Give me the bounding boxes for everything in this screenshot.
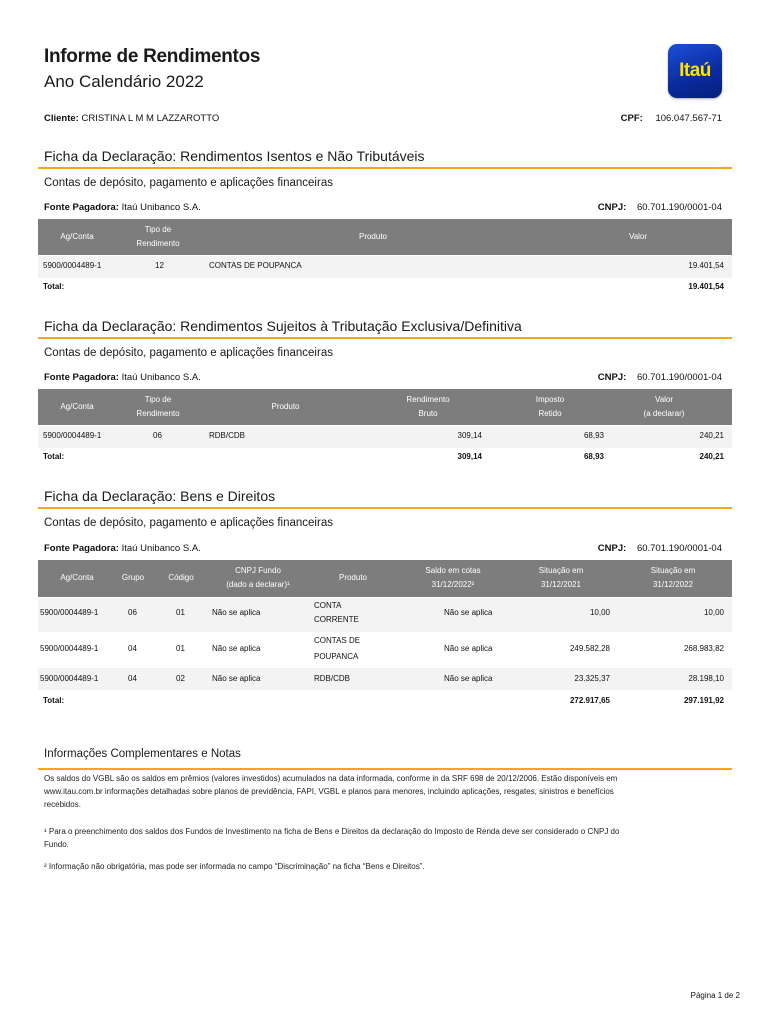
cell-conta: 5900/0004489-1 — [40, 674, 99, 683]
cell-cnpj: Não se aplica — [212, 644, 261, 653]
col-sit2021-l1: Situação em — [538, 566, 584, 575]
cpf-info — [621, 113, 722, 124]
cell-codigo: 01 — [176, 608, 185, 617]
total-valor: 240,21 — [699, 452, 724, 461]
fonte-label: Fonte Pagadora: — [44, 543, 119, 554]
cell-imposto: 68,93 — [583, 431, 604, 440]
col-tipo-l1: Tipo de — [144, 395, 172, 404]
fonte-value: Itaú Unibanco S.A. — [121, 543, 201, 554]
cnpj-label: CNPJ: — [597, 543, 627, 554]
cell-cnpj: Não se aplica — [212, 674, 261, 683]
total-bruto: 309,14 — [457, 452, 482, 461]
cpf-value: 106.047.567-71 — [655, 113, 722, 124]
fonte-value: Itaú Unibanco S.A. — [121, 372, 201, 383]
cell-sit2021: 23.325,37 — [574, 674, 610, 683]
cell-sit2022: 268.983,82 — [683, 644, 724, 653]
total-imposto: 68,93 — [583, 452, 604, 461]
cell-sit2021: 249.582,28 — [569, 644, 610, 653]
cnpj-label: CNPJ: — [597, 372, 627, 383]
section2-fonte — [44, 372, 201, 383]
section1-table-header — [38, 219, 732, 255]
col-codigo: Código — [168, 573, 194, 582]
section2-subheading: Contas de depósito, pagamento e aplicações financeiras — [44, 347, 333, 359]
col-ag-conta: Ag/Conta — [60, 232, 94, 241]
note-line: recebidos. — [44, 800, 81, 809]
total-label: Total: — [43, 282, 65, 291]
cell-tipo: 06 — [153, 431, 162, 440]
col-rendimento-l2: Bruto — [418, 409, 438, 418]
col-grupo: Grupo — [121, 573, 145, 582]
cell-bruto: 309,14 — [457, 431, 482, 440]
col-produto: Produto — [338, 573, 368, 582]
section2-cnpj — [598, 372, 722, 383]
cell-saldo: Não se aplica — [444, 674, 493, 683]
section3-rule — [38, 507, 732, 509]
cell-produto-l2: CORRENTE — [314, 615, 359, 624]
itau-logo — [668, 44, 722, 98]
cell-valor: 19.401,54 — [688, 261, 724, 270]
table-row — [38, 426, 732, 448]
section1-rule — [38, 167, 732, 169]
cell-saldo: Não se aplica — [444, 644, 493, 653]
cell-conta: 5900/0004489-1 — [40, 608, 99, 617]
section3-fonte — [44, 543, 201, 554]
itau-link[interactable]: www.itau.com.br informações detalhadas sobre planos de previdência, FAPI, VGBL e planos para menores, incluindo aplicações, resgates, sinistros e benefícios — [44, 787, 614, 796]
cell-produto-l1: CONTAS DE — [314, 636, 361, 645]
total-sit2022: 297.191,92 — [683, 696, 724, 705]
page-number: Página 1 de 2 — [690, 991, 740, 1000]
section1-fonte — [44, 202, 201, 213]
total-label: Total: — [43, 452, 65, 461]
table-total-row — [38, 690, 732, 712]
cnpj-label: CNPJ: — [597, 202, 627, 213]
col-valor-l1: Valor — [654, 395, 674, 404]
cell-conta: 5900/0004489-1 — [40, 644, 99, 653]
cell-grupo: 04 — [128, 674, 137, 683]
client-label: Cliente: — [44, 113, 79, 124]
note-line: ¹ Para o preenchimento dos saldos dos Fundos de Investimento na ficha de Bens e Direitos da declaração do Imposto de Renda deve ser considerado o CNPJ do — [44, 827, 620, 836]
section2-rule — [38, 337, 732, 339]
note-paragraph-2 — [44, 825, 728, 851]
client-name: CRISTINA L M M LAZZAROTTO — [81, 113, 220, 124]
cell-produto-l1: RDB/CDB — [314, 674, 351, 683]
section3-cnpj — [598, 543, 722, 554]
col-sit2021-l2: 31/12/2021 — [540, 580, 582, 589]
total-valor: 19.401,54 — [688, 282, 724, 291]
cell-grupo: 04 — [128, 644, 137, 653]
section3-title: Ficha da Declaração: Bens e Direitos — [44, 488, 276, 504]
cell-produto: CONTAS DE POUPANCA — [209, 261, 302, 270]
fonte-label: Fonte Pagadora: — [44, 202, 119, 213]
note-line: Os saldos do VGBL são os saldos em prêmios (valores investidos) acumulados na data informada, conforme in da SRF 698 de 20/12/2006. Estão disponíveis em — [44, 774, 618, 783]
cell-conta: 5900/0004489-1 — [43, 431, 102, 440]
cell-codigo: 02 — [176, 674, 185, 683]
cell-conta: 5900/0004489-1 — [43, 261, 102, 270]
col-tipo-l2: Rendimento — [136, 239, 180, 248]
table-total-row — [38, 448, 732, 468]
total-sit2021: 272.917,65 — [569, 696, 610, 705]
section3-table-header — [38, 560, 732, 597]
notes-rule — [38, 768, 732, 770]
col-produto: Produto — [271, 402, 300, 411]
cell-produto-l2: POUPANCA — [314, 652, 359, 661]
cell-cnpj: Não se aplica — [212, 608, 261, 617]
table-row — [38, 668, 732, 690]
section1-cnpj — [598, 202, 722, 213]
cell-sit2022: 10,00 — [703, 608, 724, 617]
note-line — [44, 785, 728, 798]
col-imposto-l1: Imposto — [535, 395, 565, 404]
col-valor: Valor — [628, 232, 648, 241]
col-saldo-l2: 31/12/2022² — [431, 580, 475, 589]
section1-title: Ficha da Declaração: Rendimentos Isentos e Não Tributáveis — [44, 148, 425, 164]
cpf-label: CPF: — [620, 113, 643, 124]
table-row — [38, 256, 732, 278]
col-sit2022-l1: Situação em — [650, 566, 696, 575]
col-rendimento-l1: Rendimento — [406, 395, 450, 404]
section2-title: Ficha da Declaração: Rendimentos Sujeitos à Tributação Exclusiva/Definitiva — [44, 318, 522, 334]
cnpj-value: 60.701.190/0001-04 — [636, 543, 722, 554]
section2-table-header — [38, 389, 732, 425]
table-row — [38, 598, 732, 632]
note-paragraph-3 — [44, 860, 728, 873]
notes-title: Informações Complementares e Notas — [44, 748, 241, 760]
cnpj-value: 60.701.190/0001-04 — [636, 372, 722, 383]
logo-text: Itaú — [679, 60, 711, 81]
col-sit2022-l2: 31/12/2022 — [652, 580, 694, 589]
fonte-value: Itaú Unibanco S.A. — [121, 202, 201, 213]
total-label: Total: — [43, 696, 65, 705]
cell-grupo: 06 — [128, 608, 137, 617]
cell-valor: 240,21 — [699, 431, 724, 440]
col-ag-conta: Ag/Conta — [60, 573, 94, 582]
cell-produto-l1: CONTA — [314, 601, 342, 610]
col-imposto-l2: Retido — [538, 409, 562, 418]
note-line: Fundo. — [44, 840, 69, 849]
cell-saldo: Não se aplica — [444, 608, 493, 617]
section1-subheading: Contas de depósito, pagamento e aplicações financeiras — [44, 177, 333, 189]
cnpj-value: 60.701.190/0001-04 — [636, 202, 722, 213]
section3-subheading: Contas de depósito, pagamento e aplicações financeiras — [44, 517, 333, 529]
col-saldo-l1: Saldo em cotas — [425, 566, 481, 575]
page-title: Informe de Rendimentos — [44, 46, 261, 67]
col-tipo-l2: Rendimento — [136, 409, 180, 418]
col-ag-conta: Ag/Conta — [60, 402, 94, 411]
col-produto: Produto — [358, 232, 388, 241]
col-cnpj-fundo-l1: CNPJ Fundo — [235, 566, 281, 575]
cell-sit2022: 28.198,10 — [688, 674, 724, 683]
fonte-label: Fonte Pagadora: — [44, 372, 119, 383]
cell-produto: RDB/CDB — [209, 431, 246, 440]
client-info — [44, 113, 219, 124]
table-total-row — [38, 278, 732, 298]
col-valor-l2: (a declarar) — [643, 409, 685, 418]
cell-sit2021: 10,00 — [589, 608, 610, 617]
cell-codigo: 01 — [176, 644, 185, 653]
col-cnpj-fundo-l2: (dado a declarar)¹ — [226, 580, 290, 589]
col-tipo-l1: Tipo de — [144, 225, 172, 234]
table-row — [38, 632, 732, 668]
note-paragraph-1 — [44, 772, 728, 811]
note-line: ² Informação não obrigatória, mas pode ser informada no campo “Discriminação” na ficha “Bens e Direitos”. — [44, 862, 425, 871]
page-subtitle: Ano Calendário 2022 — [44, 72, 204, 91]
cell-tipo: 12 — [155, 261, 164, 270]
